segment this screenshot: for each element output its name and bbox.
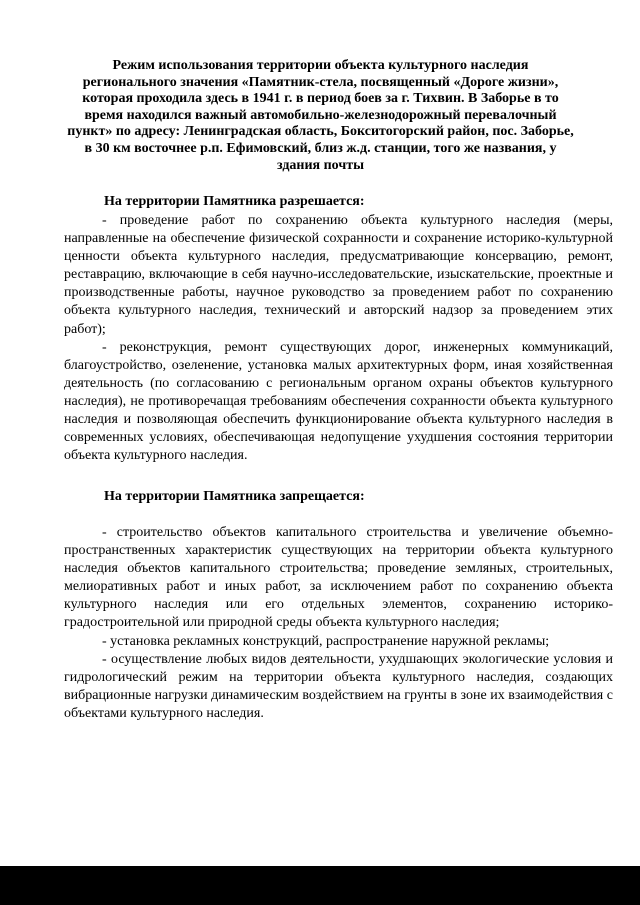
forbidden-heading: На территории Памятника запрещается: — [104, 489, 365, 504]
allowed-item: - реконструкция, ремонт существующих дорог, инженерных коммуникаций, благоустройство, озеленение, установка малых архитектурных форм, иная хозяйственная деятельность (по согласованию с региональным органом охраны объектов культурного наследия), не противоречащая требованиям обеспечения сохранности объекта культурного наследия и позволяющая обеспечить функционирование объекта культурного наследия в современных условиях, обеспечивающая недопущение ухудшения состояния территории объекта культурного наследия. — [64, 339, 613, 464]
allowed-heading: На территории Памятника разрешается: — [104, 194, 365, 209]
forbidden-list — [64, 524, 613, 723]
forbidden-item: - осуществление любых видов деятельности, ухудшающих экологические условия и гидрологический режим на территории объекта культурного наследия, создающих вибрационные нагрузки динамическим воздействием на грунты в зоне их взаимодействия с объектами культурного наследия. — [64, 651, 613, 721]
document-title: Режим использования территории объекта культурного наследия регионального значения «Памятник-стела, посвященный «Дороге жизни», которая проходила здесь в 1941 г. в период боев за г. Тихвин. В Заборье в то время находился важный автомобильно-железнодорожный перевалочный пункт» по адресу: Ленинградская область, Бокситогорский район, пос. Заборье, в 30 км восточнее р.п. Ефимовский, близ ж.д. станции, того же названия, у здания почты — [67, 58, 574, 173]
forbidden-item: - строительство объектов капитального строительства и увеличение объемно-пространственных характеристик существующих на территории объекта культурного наследия объектов капитального строительства; проведение земляных, строительных, мелиоративных работ и иных работ, за исключением работ по сохранению объекта культурного наследия или его отдельных элементов, сохранению историко-градостроительной или природной среды объекта культурного наследия; — [64, 525, 613, 631]
forbidden-item: - установка рекламных конструкций, распространение наружной рекламы; — [102, 633, 550, 649]
allowed-list — [64, 212, 613, 465]
allowed-item: - проведение работ по сохранению объекта культурного наследия (меры, направленные на обеспечение физической сохранности и сохранение историко-культурной ценности объекта культурного наследия, предусматривающие консервацию, ремонт, реставрацию, включающие в себя научно-исследовательские, изыскательские, проектные и производственные работы, научное руководство за проведением работ по сохранению объекта культурного наследия, технический и авторский надзор за проведением этих работ); — [64, 213, 613, 337]
scan-bottom-border — [0, 866, 640, 905]
